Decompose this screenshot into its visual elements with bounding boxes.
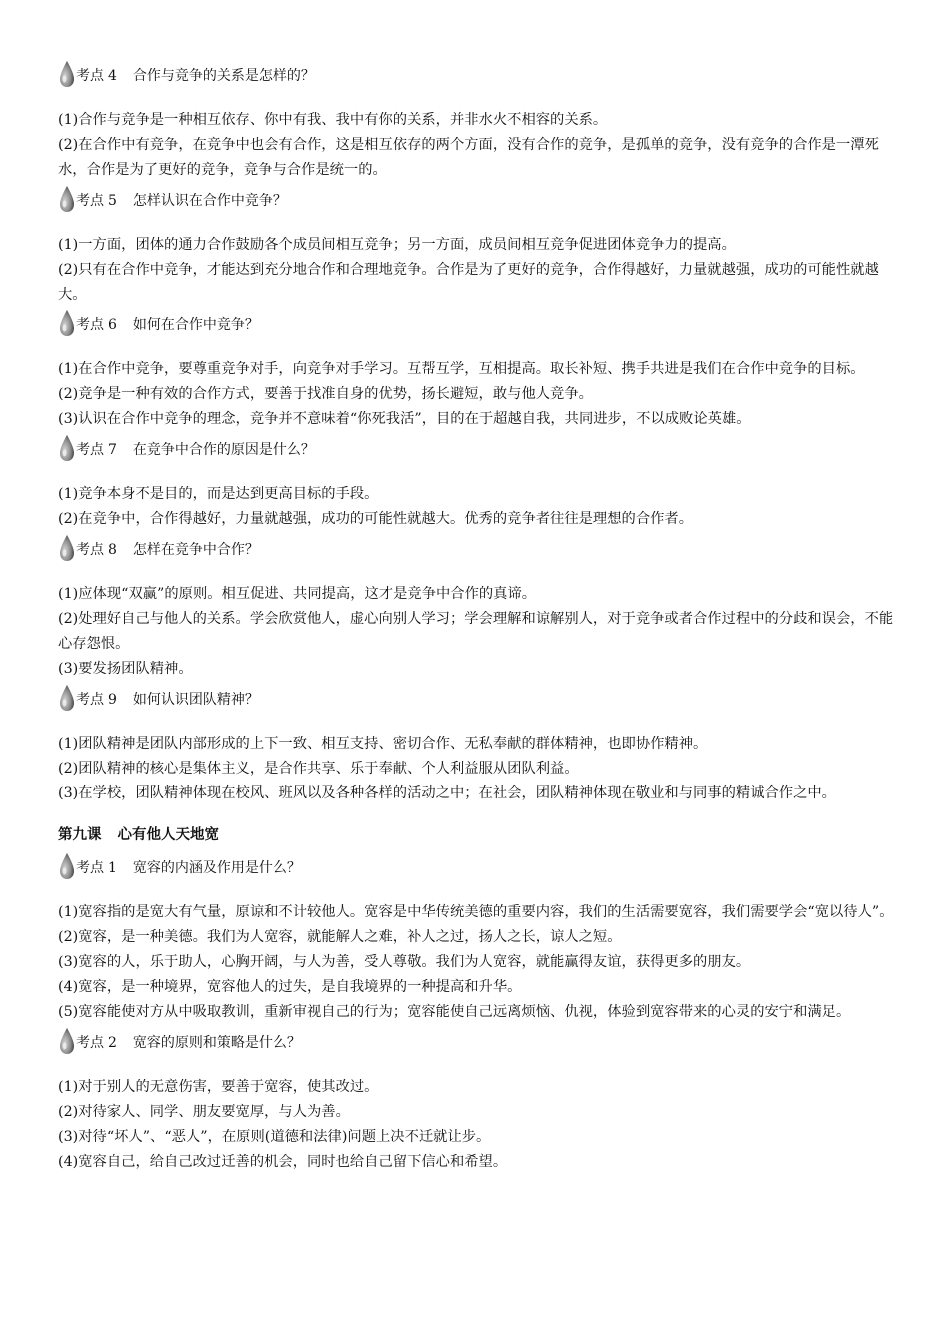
section-title: 怎样认识在合作中竞争？ [132, 192, 287, 209]
section-number: 6 [108, 317, 117, 334]
list-item: (2)处理好自己与他人的关系。学会欣赏他人，虚心向别人学习；学会理解和谅解别人，对于竞争或者合作过程中的分歧和误会，不能心存怨恨。 [58, 610, 894, 652]
list-item: (1)合作与竞争是一种相互依存、你中有我、我中有你的关系，并非水火不相容的关系。 [58, 112, 608, 128]
list-item: (1)团队精神是团队内部形成的上下一致、相互支持、密切合作、无私奉献的群体精神，也即协作精神。 [58, 735, 708, 752]
section-label: 考点 [76, 691, 104, 708]
section-number: 2 [108, 1034, 117, 1051]
section-number: 9 [108, 691, 117, 708]
section-heading [58, 1025, 894, 1061]
section-title: 如何在合作中竞争？ [132, 317, 259, 334]
section-number: 5 [108, 192, 117, 209]
list-item: (2)在合作中有竞争，在竞争中也会有合作，这是相互依存的两个方面，没有合作的竞争，是孤单的竞争，没有竞争的合作是一潭死水，合作是为了更好的竞争，竞争与合作是统一的。 [58, 136, 879, 178]
section-label: 考点 [76, 68, 104, 84]
section-title: 合作与竞争的关系是怎样的？ [132, 68, 315, 84]
section-label: 考点 [76, 317, 104, 334]
list-item: (1)对于别人的无意伤害，要善于宽容，使其改过。 [58, 1078, 379, 1095]
section-title: 宽容的原则和策略是什么？ [132, 1034, 301, 1051]
section-label: 考点 [76, 541, 104, 558]
list-item: (1)一方面，团体的通力合作鼓励各个成员间相互竞争；另一方面，成员间相互竞争促进团体竞争力的提高。 [58, 236, 736, 253]
section-title: 如何认识团队精神？ [132, 691, 259, 708]
list-item: (2)对待家人、同学、朋友要宽厚，与人为善。 [58, 1103, 350, 1120]
section-kaodian-4 [58, 58, 894, 183]
section-number: 4 [108, 68, 117, 84]
section-kaodian-7 [58, 432, 894, 532]
droplet-icon [58, 185, 76, 213]
list-item: (1)应体现“双赢”的原则。相互促进、共同提高，这才是竞争中合作的真谛。 [58, 585, 537, 602]
section-label: 考点 [76, 442, 104, 459]
document-page [58, 58, 894, 1174]
lesson-heading [58, 820, 894, 850]
section-number: 1 [108, 860, 117, 877]
section-label: 考点 [76, 192, 104, 209]
section-title: 在竞争中合作的原因是什么？ [132, 442, 315, 459]
section-heading [58, 307, 894, 343]
droplet-icon [58, 60, 76, 88]
list-item: (4)宽容，是一种境界，宽容他人的过失，是自我境界的一种提高和升华。 [58, 979, 522, 996]
droplet-icon [58, 684, 76, 712]
droplet-icon [58, 1027, 76, 1055]
list-item: (3)宽容的人，乐于助人，心胸开阔，与人为善，受人尊敬。我们为人宽容，就能赢得友谊，获得更多的朋友。 [58, 954, 751, 971]
list-item: (3)认识在合作中竞争的理念，竞争并不意味着“你死我活”，目的在于超越自我，共同进步，不以成败论英雄。 [58, 411, 751, 428]
list-item: (1)宽容指的是宽大有气量，原谅和不计较他人。宽容是中华传统美德的重要内容，我们的生活需要宽容，我们需要学会“宽以待人”。 [58, 904, 894, 921]
section-title: 怎样在竞争中合作？ [132, 541, 259, 558]
list-item: (2)在竞争中，合作得越好，力量就越强，成功的可能性就越大。优秀的竞争者往往是理想的合作者。 [58, 511, 694, 528]
list-item: (1)竞争本身不是目的，而是达到更高目标的手段。 [58, 486, 379, 503]
lesson-title: 心有他人天地宽 [117, 827, 219, 844]
section-heading [58, 850, 894, 886]
section-kaodian-9 [58, 682, 894, 807]
section-heading [58, 183, 894, 219]
list-item: (2)只有在合作中竞争，才能达到充分地合作和合理地竞争。合作是为了更好的竞争，合作得越好，力量就越强，成功的可能性就越大。 [58, 261, 879, 303]
droplet-icon [58, 309, 76, 337]
list-item: (2)竞争是一种有效的合作方式，要善于找准自身的优势，扬长避短，敢与他人竞争。 [58, 386, 593, 403]
section-number: 7 [108, 442, 117, 459]
list-item: (3)在学校，团队精神体现在校风、班风以及各种各样的活动之中；在社会，团队精神体现在敬业和与同事的精诚合作之中。 [58, 785, 836, 802]
section-heading [58, 682, 894, 718]
section-label: 考点 [76, 1034, 104, 1051]
section-kaodian-8 [58, 532, 894, 682]
section-kaodian-5 [58, 183, 894, 308]
lesson-name: 第九课 [58, 827, 102, 844]
section-number: 8 [108, 541, 117, 558]
section-lesson9-kaodian-1 [58, 850, 894, 1025]
section-heading [58, 532, 894, 568]
list-item: (1)在合作中竞争，要尊重竞争对手，向竞争对手学习。互帮互学，互相提高。取长补短、携手共进是我们在合作中竞争的目标。 [58, 361, 865, 378]
droplet-icon [58, 534, 76, 562]
section-heading [58, 432, 894, 468]
list-item: (2)宽容，是一种美德。我们为人宽容，就能解人之难，补人之过，扬人之长，谅人之短。 [58, 929, 622, 946]
droplet-icon [58, 852, 76, 880]
droplet-icon [58, 434, 76, 462]
section-label: 考点 [76, 860, 104, 877]
list-item: (3)要发扬团队精神。 [58, 660, 193, 677]
list-item: (2)团队精神的核心是集体主义，是合作共享、乐于奉献、个人利益服从团队利益。 [58, 760, 579, 777]
section-kaodian-6 [58, 307, 894, 432]
section-lesson9-kaodian-2 [58, 1025, 894, 1175]
list-item: (3)对待“坏人”、“恶人”，在原则(道德和法律)问题上决不迁就让步。 [58, 1128, 491, 1145]
section-heading [58, 58, 894, 94]
list-item: (5)宽容能使对方从中吸取教训，重新审视自己的行为；宽容能使自己远离烦恼、仇视，体验到宽容带来的心灵的安宁和满足。 [58, 1003, 851, 1020]
list-item: (4)宽容自己，给自己改过迁善的机会，同时也给自己留下信心和希望。 [58, 1153, 508, 1170]
section-title: 宽容的内涵及作用是什么？ [132, 860, 301, 877]
